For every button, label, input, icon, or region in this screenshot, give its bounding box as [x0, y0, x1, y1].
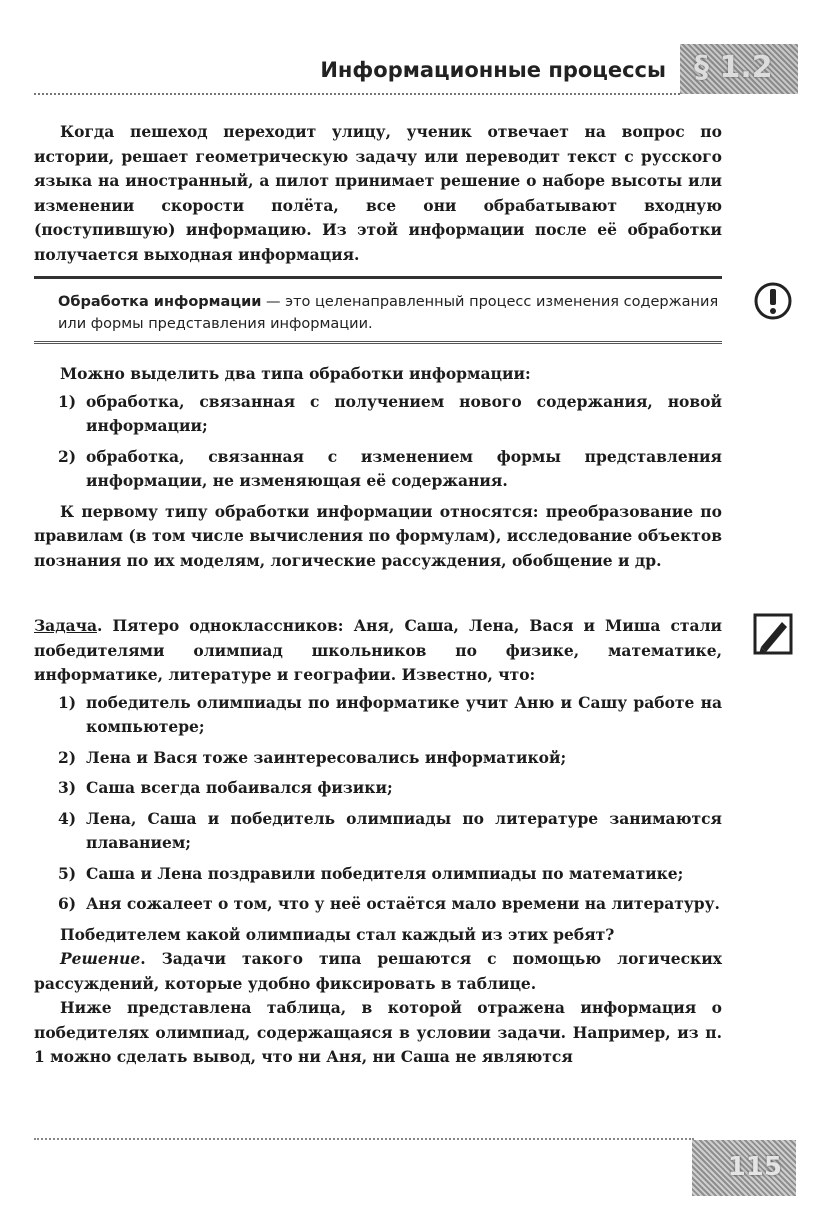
task-solution [34, 947, 722, 996]
list-number: 2) [58, 446, 77, 466]
list-text: Саша и Лена поздравили победителя олимпиады по математике; [86, 863, 684, 883]
footer-divider [34, 1138, 694, 1140]
task-question: Победителем какой олимпиады стал каждый из этих ребят? [60, 924, 615, 944]
list-item [34, 390, 722, 439]
list-item [34, 445, 722, 494]
task-intro [34, 614, 722, 688]
list-item [34, 807, 722, 856]
solution-text: . Задачи такого типа решаются с помощью логических рассуждений, которые удобно фиксировать в таблице. [34, 949, 722, 993]
list-item [34, 862, 722, 887]
pencil-task-icon [752, 612, 794, 656]
task-intro-text: . Пятеро одноклассников: Аня, Саша, Лена, Вася и Миша стали победителями олимпиад школьников по физике, математике, информатике, литературе и географии. Известно, что: [34, 616, 722, 684]
definition-term: Обработка информации [58, 294, 262, 310]
types-after: К первому типу обработки информации относятся: преобразование по правилам (в том числе вычисления по формулам), исследование объектов познания по их моделям, логические рассуждения, обобщение и др. [34, 501, 722, 570]
definition-box [34, 276, 722, 344]
section-label: § 1.2 [694, 50, 773, 85]
definition-text [58, 291, 722, 335]
list-number: 5) [58, 863, 77, 883]
list-text: Лена и Вася тоже заинтересовались информатикой; [86, 747, 567, 767]
list-text: Лена, Саша и победитель олимпиады по литературе занимаются плаванием; [86, 808, 722, 852]
list-number: 3) [58, 778, 77, 797]
task-last-paragraph: Ниже представлена таблица, в которой отражена информация о победителях олимпиад, содержащаяся в условии задачи. Например, из п. 1 можно сделать вывод, что ни Аня, ни Саша не являются [34, 998, 722, 1066]
list-text: обработка, связанная с получением нового содержания, новой информации; [86, 391, 722, 435]
types-lead: Можно выделить два типа обработки информации: [60, 364, 531, 383]
chapter-title: Информационные процессы [320, 58, 666, 82]
task-label: Задача [34, 616, 97, 635]
list-text: Саша всегда побаивался физики; [86, 778, 393, 797]
header-divider [34, 93, 680, 95]
task-section [34, 614, 722, 1070]
intro-paragraph: Когда пешеход переходит улицу, ученик отвечает на вопрос по истории, решает геометрическую задачу или переводит текст с русского языка на иностранный, а пилот принимает решение о наборе высоты или изменении скорости полёта, все они обрабатывают входную (поступившую) информацию. Из этой информации после её обработки получается выходная информация. [34, 122, 722, 264]
types-list [34, 390, 722, 494]
intro-section [34, 120, 722, 267]
list-item [34, 746, 722, 771]
list-number: 4) [58, 808, 77, 828]
list-number: 1) [58, 692, 77, 712]
list-item [34, 892, 722, 917]
list-text: Аня сожалеет о том, что у неё остаётся мало времени на литературу. [86, 894, 720, 913]
list-item [34, 691, 722, 740]
list-number: 6) [58, 894, 77, 913]
types-section [34, 362, 722, 573]
exclamation-icon [752, 280, 794, 322]
page-number-block [692, 1140, 796, 1196]
list-text: победитель олимпиады по информатике учит Аню и Сашу работе на компьютере; [86, 692, 722, 736]
task-conditions-list [34, 691, 722, 917]
list-item [34, 776, 722, 801]
section-marker [680, 44, 798, 94]
list-number: 1) [58, 391, 77, 411]
solution-label: Решение [60, 949, 141, 968]
list-number: 2) [58, 747, 77, 767]
definition-body: — это целенаправленный процесс изменения содержания или формы представления информации. [58, 294, 719, 332]
page-number: 115 [727, 1152, 782, 1182]
list-text: обработка, связанная с изменением формы представления информации, не изменяющая её содержания. [86, 446, 722, 490]
